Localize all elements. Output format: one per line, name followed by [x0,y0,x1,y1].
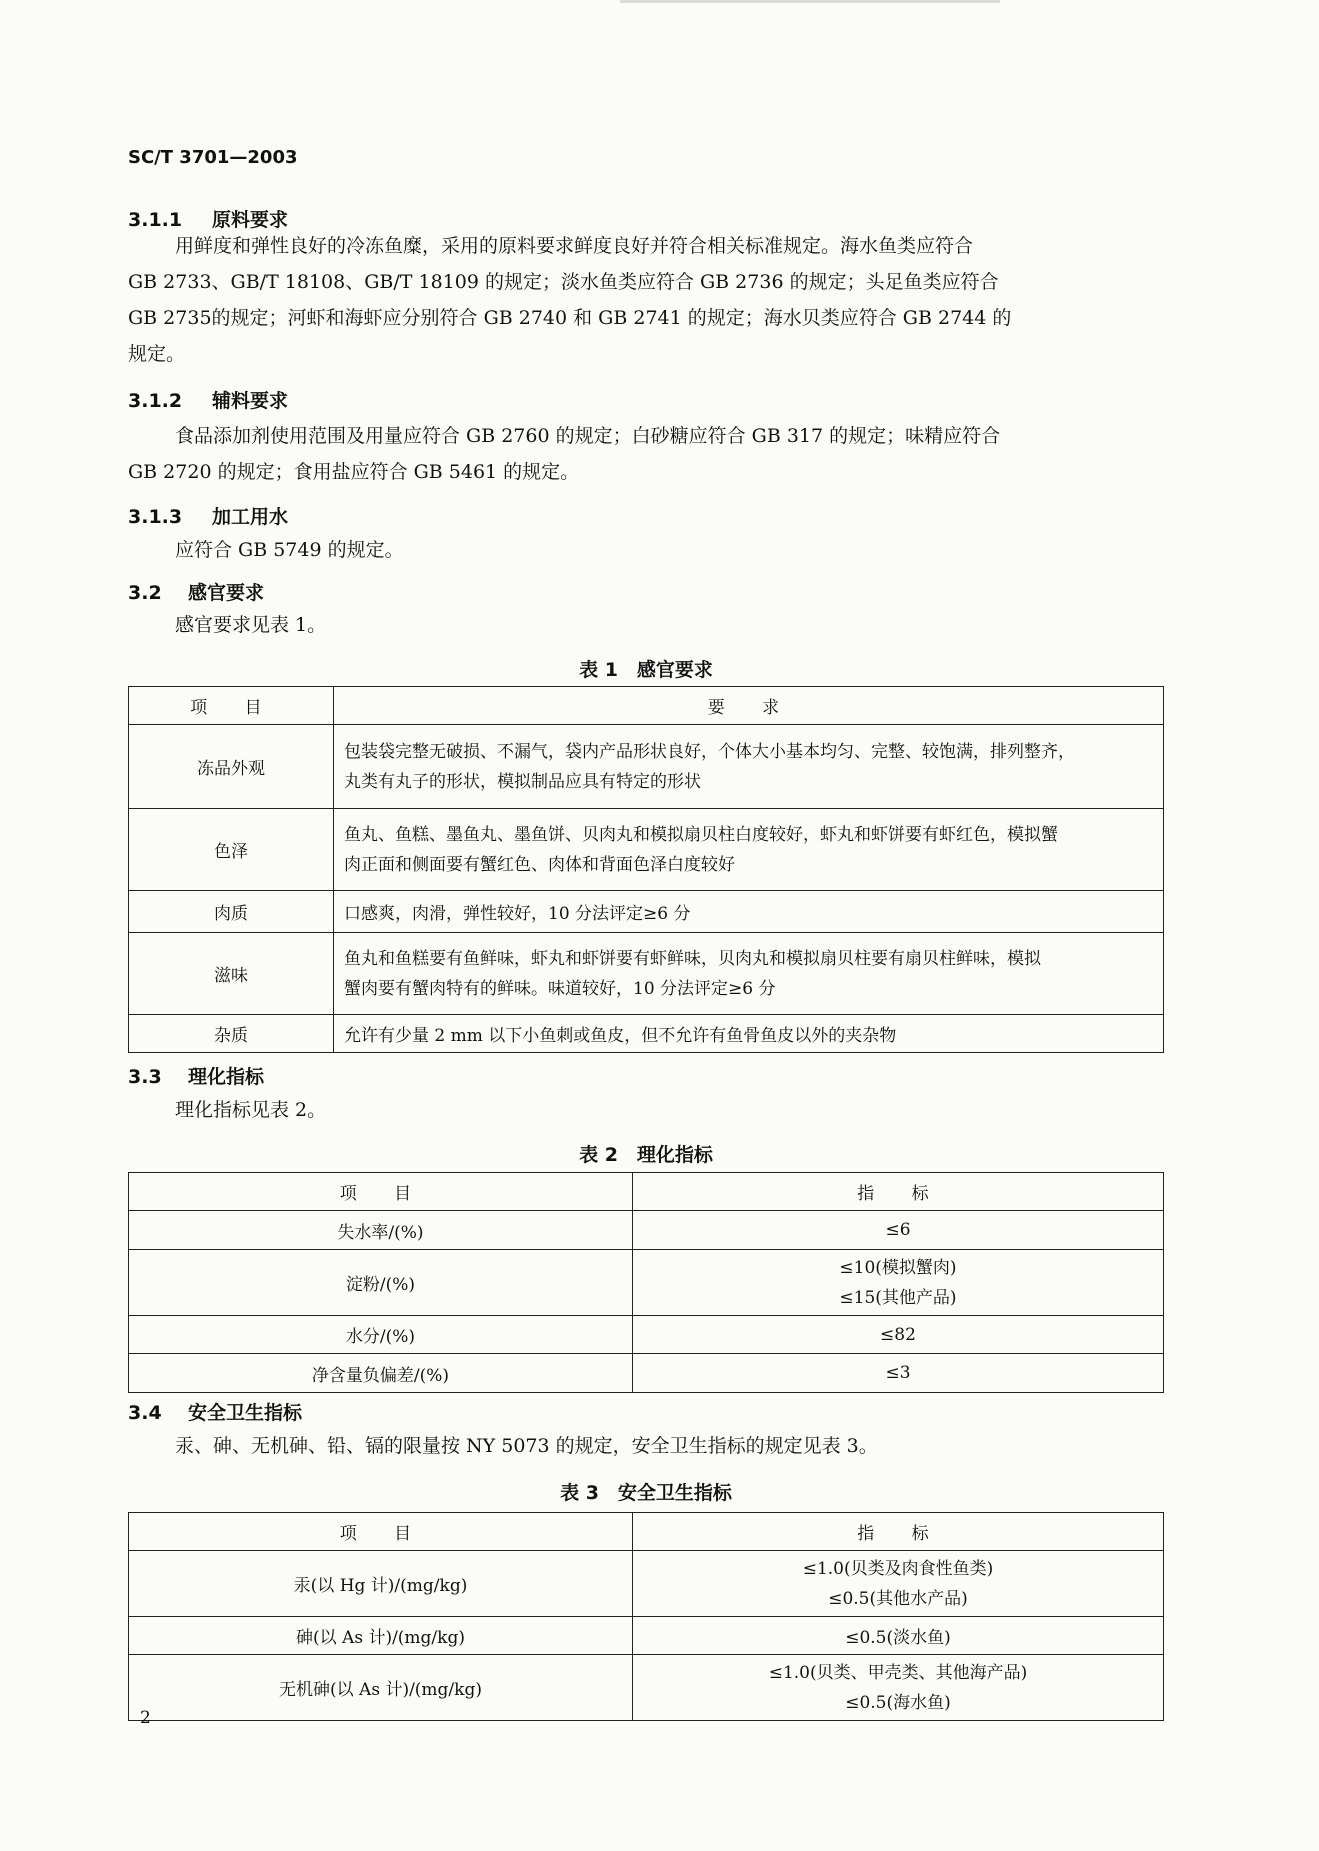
row-item: 净含量负偏差/(%) [129,1354,633,1393]
section-3-3-text: 理化指标见表 2。 [175,1099,327,1121]
row-value: ≤1.0(贝类、甲壳类、其他海产品) ≤0.5(海水鱼) [633,1655,1164,1721]
section-3-1-1-line-1: 用鲜度和弹性良好的冷冻鱼糜，采用的原料要求鲜度良好并符合相关标准规定。海水鱼类应符合 [175,235,974,257]
table-header-row [129,1513,1164,1551]
row-value: ≤3 [633,1354,1164,1393]
row-item: 淀粉/(%) [129,1250,633,1316]
standard-code: SC/T 3701—2003 [128,147,298,168]
column-header-requirement: 要 求 [334,687,1164,725]
section-3-1-1-line-3: GB 2735的规定；河虾和海虾应分别符合 GB 2740 和 GB 2741 的规定；海水贝类应符合 GB 2744 的 [128,307,1012,329]
row-value: ≤82 [633,1316,1164,1354]
row-item: 汞(以 Hg 计)/(mg/kg) [129,1551,633,1617]
row-value: ≤10(模拟蟹肉) ≤15(其他产品) [633,1250,1164,1316]
table-header-row [129,1173,1164,1211]
column-header-index: 指 标 [633,1173,1164,1211]
row-item: 失水率/(%) [129,1211,633,1250]
section-3-2-heading: 3.2 感官要求 [128,582,265,604]
row-requirement: 鱼丸和鱼糕要有鱼鲜味，虾丸和虾饼要有虾鲜味，贝肉丸和模拟扇贝柱要有扇贝柱鲜味，模拟 蟹肉要有蟹肉特有的鲜味。味道较好，10 分法评定≥6 分 [334,933,1164,1015]
row-requirement: 允许有少量 2 mm 以下小鱼刺或鱼皮，但不允许有鱼骨鱼皮以外的夹杂物 [334,1015,1164,1053]
table-3-caption: 表 3 安全卫生指标 [560,1482,732,1504]
section-3-4-heading: 3.4 安全卫生指标 [128,1402,303,1424]
table-row [129,1015,1164,1053]
row-requirement: 口感爽，肉滑，弹性较好，10 分法评定≥6 分 [334,891,1164,933]
row-item: 滋味 [129,933,334,1015]
table-row [129,891,1164,933]
table-row [129,1211,1164,1250]
row-value: ≤1.0(贝类及肉食性鱼类) ≤0.5(其他水产品) [633,1551,1164,1617]
table-3-safety [128,1512,1164,1721]
row-item: 冻品外观 [129,725,334,809]
table-1-sensory [128,686,1164,1053]
row-item: 水分/(%) [129,1316,633,1354]
section-3-1-3-text: 应符合 GB 5749 的规定。 [175,539,404,561]
row-item: 色泽 [129,809,334,891]
table-2-physicochemical [128,1172,1164,1393]
section-3-1-1-line-4: 规定。 [128,343,186,365]
table-row [129,1655,1164,1721]
table-row [129,809,1164,891]
column-header-item: 项 目 [129,1173,633,1211]
section-3-2-text: 感官要求见表 1。 [175,614,327,636]
table-row [129,725,1164,809]
row-item: 无机砷(以 As 计)/(mg/kg) [129,1655,633,1721]
table-2-caption: 表 2 理化指标 [579,1144,713,1166]
section-3-1-1-heading: 3.1.1 原料要求 [128,209,289,231]
section-3-1-2-line-2: GB 2720 的规定；食用盐应符合 GB 5461 的规定。 [128,461,580,483]
column-header-item: 项 目 [129,1513,633,1551]
table-row [129,1354,1164,1393]
column-header-item: 项 目 [129,687,334,725]
scan-artifact [620,0,1000,3]
table-row [129,1316,1164,1354]
table-row [129,1617,1164,1655]
section-3-1-1-line-2: GB 2733、GB/T 18108、GB/T 18109 的规定；淡水鱼类应符合 GB 2736 的规定；头足鱼类应符合 [128,271,999,293]
table-1-caption: 表 1 感官要求 [579,659,713,681]
column-header-index: 指 标 [633,1513,1164,1551]
section-3-1-2-heading: 3.1.2 辅料要求 [128,390,289,412]
table-row [129,1250,1164,1316]
section-3-3-heading: 3.3 理化指标 [128,1066,265,1088]
row-item: 肉质 [129,891,334,933]
page-number: 2 [140,1708,151,1728]
row-item: 杂质 [129,1015,334,1053]
table-row [129,933,1164,1015]
section-3-4-text: 汞、砷、无机砷、铅、镉的限量按 NY 5073 的规定，安全卫生指标的规定见表 3。 [175,1435,878,1457]
row-value: ≤6 [633,1211,1164,1250]
table-header-row [129,687,1164,725]
section-3-1-3-heading: 3.1.3 加工用水 [128,506,289,528]
row-value: ≤0.5(淡水鱼) [633,1617,1164,1655]
row-item: 砷(以 As 计)/(mg/kg) [129,1617,633,1655]
section-3-1-2-line-1: 食品添加剂使用范围及用量应符合 GB 2760 的规定；白砂糖应符合 GB 317 的规定；味精应符合 [175,425,1001,447]
table-row [129,1551,1164,1617]
row-requirement: 包装袋完整无破损、不漏气，袋内产品形状良好，个体大小基本均匀、完整、较饱满，排列整齐， 丸类有丸子的形状，模拟制品应具有特定的形状 [334,725,1164,809]
row-requirement: 鱼丸、鱼糕、墨鱼丸、墨鱼饼、贝肉丸和模拟扇贝柱白度较好，虾丸和虾饼要有虾红色，模拟蟹 肉正面和侧面要有蟹红色、肉体和背面色泽白度较好 [334,809,1164,891]
